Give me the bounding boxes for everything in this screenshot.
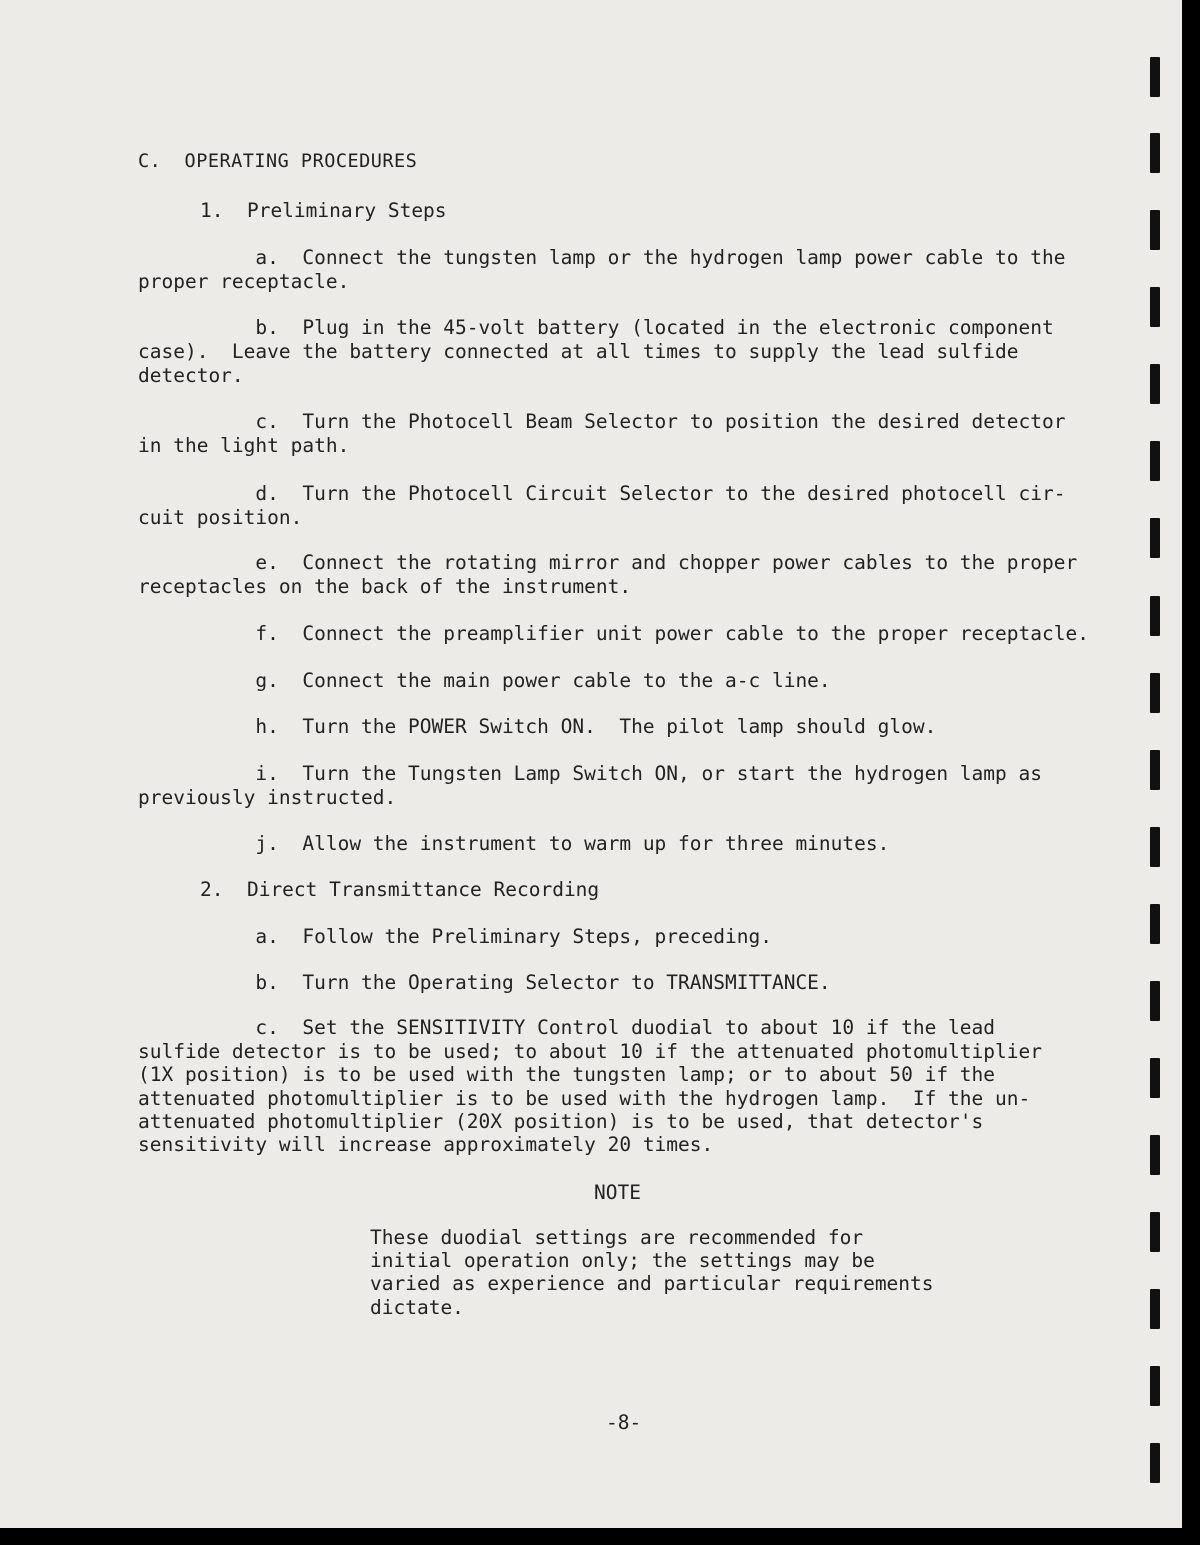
binding-hole <box>1150 981 1160 1021</box>
binding-hole <box>1150 133 1160 173</box>
binding-hole <box>1150 364 1160 404</box>
step2-c-line-3: (1X position) is to be used with the tungsten lamp; or to about 50 if the <box>138 1063 996 1086</box>
binding-hole <box>1150 518 1160 558</box>
step-i-line-1: i. Turn the Tungsten Lamp Switch ON, or start the hydrogen lamp as <box>138 762 1042 785</box>
binding-hole <box>1150 1289 1160 1329</box>
binding-hole <box>1150 1212 1160 1252</box>
step2-c-line-5: attenuated photomultiplier (20X position) is to be used, that detector's <box>138 1110 984 1133</box>
note-heading: NOTE <box>594 1181 641 1204</box>
section-title: C. OPERATING PROCEDURES <box>138 151 418 172</box>
binding-hole <box>1150 287 1160 327</box>
step-e-line-2: receptacles on the back of the instrument. <box>138 575 632 598</box>
step-e-line-1: e. Connect the rotating mirror and chopper power cables to the proper <box>138 551 1078 574</box>
binding-hole <box>1150 904 1160 944</box>
step2-a: a. Follow the Preliminary Steps, preceding. <box>138 925 772 948</box>
binding-hole <box>1150 596 1160 636</box>
note-line-4: dictate. <box>370 1296 464 1319</box>
step2-b: b. Turn the Operating Selector to TRANSMITTANCE. <box>138 971 831 994</box>
step-d-line-1: d. Turn the Photocell Circuit Selector to the desired photocell cir- <box>138 482 1066 505</box>
step-i-line-2: previously instructed. <box>138 786 397 809</box>
step2-c-line-1: c. Set the SENSITIVITY Control duodial to about 10 if the lead <box>138 1016 996 1039</box>
step2-c-line-2: sulfide detector is to be used; to about 10 if the attenuated photomultiplier <box>138 1040 1042 1063</box>
binding-hole <box>1150 210 1160 250</box>
note-line-1: These duodial settings are recommended for <box>370 1226 864 1249</box>
binding-hole <box>1150 750 1160 790</box>
step-c-line-1: c. Turn the Photocell Beam Selector to position the desired detector <box>138 410 1066 433</box>
binding-hole <box>1150 1135 1160 1175</box>
note-line-3: varied as experience and particular requirements <box>370 1272 934 1295</box>
step-f: f. Connect the preamplifier unit power cable to the proper receptacle. <box>138 622 1089 645</box>
note-line-2: initial operation only; the settings may be <box>370 1249 875 1272</box>
binding-hole <box>1150 827 1160 867</box>
binding-hole <box>1150 57 1160 97</box>
step-d-line-2: cuit position. <box>138 506 303 529</box>
step-b-line-3: detector. <box>138 364 244 387</box>
step-b-line-1: b. Plug in the 45-volt battery (located in the electronic component <box>138 316 1054 339</box>
step-g: g. Connect the main power cable to the a-c line. <box>138 669 831 692</box>
page-number: -8- <box>606 1411 642 1434</box>
subsection-heading-1: 1. Preliminary Steps <box>200 199 447 222</box>
step-c-line-2: in the light path. <box>138 434 350 457</box>
step-b-line-2: case). Leave the battery connected at all times to supply the lead sulfide <box>138 340 1019 363</box>
step-a-line-2: proper receptacle. <box>138 270 350 293</box>
binding-hole <box>1150 1058 1160 1098</box>
step2-c-line-4: attenuated photomultiplier is to be used with the hydrogen lamp. If the un- <box>138 1087 1031 1110</box>
binding-hole <box>1150 1443 1160 1483</box>
binding-hole <box>1150 673 1160 713</box>
binding-hole <box>1150 1366 1160 1406</box>
step2-c-line-6: sensitivity will increase approximately 20 times. <box>138 1133 714 1156</box>
step-a-line-1: a. Connect the tungsten lamp or the hydrogen lamp power cable to the <box>138 246 1066 269</box>
binding-hole <box>1150 441 1160 481</box>
step-h: h. Turn the POWER Switch ON. The pilot lamp should glow. <box>138 715 937 738</box>
step-j: j. Allow the instrument to warm up for three minutes. <box>138 832 890 855</box>
subsection-heading-2: 2. Direct Transmittance Recording <box>200 878 600 901</box>
